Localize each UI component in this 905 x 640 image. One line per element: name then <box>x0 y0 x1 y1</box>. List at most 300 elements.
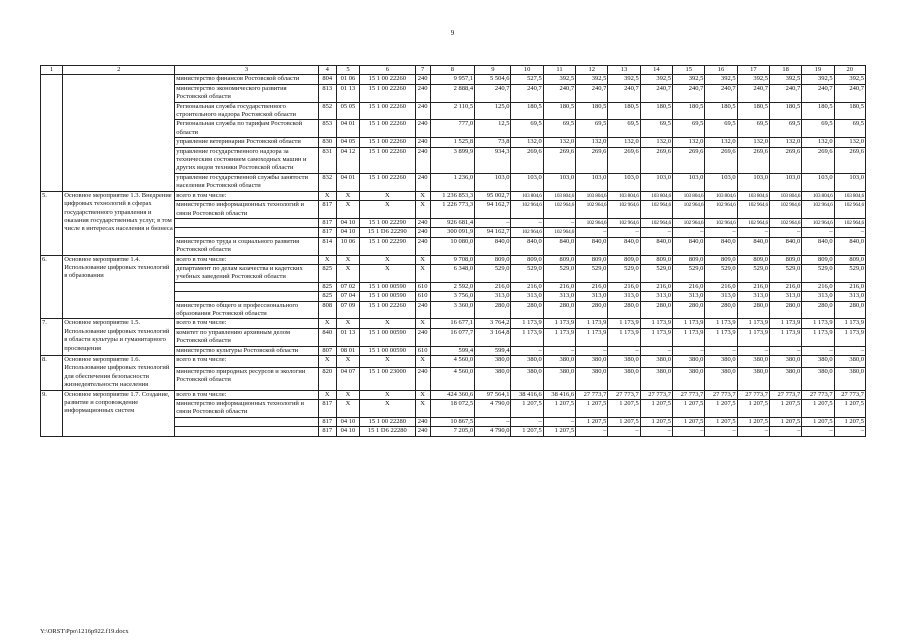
year-value-cell: 1 207,5 <box>737 417 769 426</box>
year-value-cell: 809,0 <box>576 255 608 264</box>
year-value-cell: 1 207,5 <box>769 400 801 418</box>
code-cell: 07 09 <box>336 301 359 319</box>
year-value-cell: 380,0 <box>705 356 737 368</box>
year-value-cell: 280,0 <box>608 301 640 319</box>
year-value-cell: 1 173,9 <box>705 328 737 346</box>
code-cell: X <box>336 191 359 200</box>
year-value-cell: 1 207,5 <box>705 400 737 418</box>
code-cell: X <box>360 264 416 282</box>
year-value-cell: 529,0 <box>475 264 511 282</box>
year-value-cell: 1 207,5 <box>737 400 769 418</box>
year-value-cell: 103 804,6 <box>608 191 640 200</box>
year-value-cell: 180,5 <box>673 102 705 120</box>
year-value-cell: 392,5 <box>608 75 640 84</box>
code-cell: 808 <box>318 301 336 319</box>
year-value-cell: 840,0 <box>475 237 511 255</box>
year-value-cell: 1 173,9 <box>576 328 608 346</box>
year-value-cell: 69,5 <box>543 120 575 138</box>
measure-title: Основное мероприятие 1.7. Создание, развитие и сопровождение информационных систем <box>63 390 175 436</box>
year-value-cell: 12,5 <box>475 120 511 138</box>
year-value-cell: 102 964,6 <box>640 218 672 227</box>
code-cell: 820 <box>318 367 336 390</box>
year-value-cell: 1 207,5 <box>834 417 865 426</box>
code-cell: 15 1 00 22260 <box>360 75 416 84</box>
year-value-cell: 103,0 <box>705 173 737 191</box>
year-value-cell: 1 173,9 <box>511 328 543 346</box>
year-value-cell: 529,0 <box>511 264 543 282</box>
total-cell: 1 236 853,3 <box>430 191 474 200</box>
year-value-cell: 280,0 <box>673 301 705 319</box>
year-value-cell: 103 804,6 <box>802 191 834 200</box>
table-row <box>41 75 866 84</box>
total-cell: 3 899,9 <box>430 147 474 173</box>
year-value-cell: 103,0 <box>511 173 543 191</box>
year-value-cell: 313,0 <box>475 292 511 301</box>
year-value-cell: 313,0 <box>543 292 575 301</box>
measure-title: Основное мероприятие 1.4. Использование цифровых технологий в образовании <box>63 255 175 319</box>
year-value-cell: 240,7 <box>769 84 801 102</box>
year-value-cell: 380,0 <box>608 367 640 390</box>
year-value-cell: 38 416,6 <box>511 390 543 399</box>
total-cell: 1 226 773,3 <box>430 201 474 219</box>
total-cell: 6 348,0 <box>430 264 474 282</box>
year-value-cell: 280,0 <box>543 301 575 319</box>
code-cell: 15 1 00 22280 <box>360 417 416 426</box>
year-value-cell: – <box>608 346 640 355</box>
year-value-cell: 216,0 <box>640 282 672 291</box>
year-value-cell: 1 207,5 <box>576 417 608 426</box>
code-cell: X <box>415 356 430 368</box>
year-value-cell: – <box>769 427 801 436</box>
year-value-cell: 599,4 <box>475 346 511 355</box>
code-cell: 817 <box>318 218 336 227</box>
item-number: 6. <box>41 255 63 319</box>
year-value-cell: 269,6 <box>802 147 834 173</box>
column-number: 7 <box>415 66 430 75</box>
year-value-cell: 97 564,1 <box>475 390 511 399</box>
year-value-cell: 69,5 <box>834 120 865 138</box>
year-value-cell: – <box>640 346 672 355</box>
year-value-cell: 94 162,7 <box>475 201 511 219</box>
code-cell: 853 <box>318 120 336 138</box>
year-value-cell: – <box>769 346 801 355</box>
year-value-cell: 27 773,7 <box>608 390 640 399</box>
column-number-row <box>41 66 866 75</box>
year-value-cell: 1 207,5 <box>543 427 575 436</box>
year-value-cell: 3 764,2 <box>475 319 511 328</box>
column-number: 16 <box>705 66 737 75</box>
year-value-cell: 313,0 <box>511 292 543 301</box>
year-value-cell: 103 804,6 <box>543 191 575 200</box>
page-number: 9 <box>450 29 455 37</box>
code-cell: 04 10 <box>336 427 359 436</box>
year-value-cell: – <box>834 228 865 237</box>
year-value-cell: 840,0 <box>511 237 543 255</box>
year-value-cell: 132,0 <box>543 138 575 147</box>
item-number: 5. <box>41 191 63 255</box>
ministry-cell: министерство общего и профессионального образования Ростовской области <box>175 301 318 319</box>
year-value-cell: 392,5 <box>769 75 801 84</box>
table-row <box>41 191 866 200</box>
year-value-cell: 27 773,7 <box>834 390 865 399</box>
code-cell: X <box>415 390 430 399</box>
year-value-cell: 840,0 <box>802 237 834 255</box>
ministry-cell: всего в том числе: <box>175 255 318 264</box>
year-value-cell: 132,0 <box>705 138 737 147</box>
year-value-cell: 216,0 <box>608 282 640 291</box>
year-value-cell: 529,0 <box>802 264 834 282</box>
column-number: 11 <box>543 66 575 75</box>
year-value-cell: 94 162,7 <box>475 228 511 237</box>
year-value-cell: 269,6 <box>834 147 865 173</box>
year-value-cell: 392,5 <box>576 75 608 84</box>
year-value-cell: 840,0 <box>834 237 865 255</box>
year-value-cell: 380,0 <box>475 356 511 368</box>
column-number: 4 <box>318 66 336 75</box>
year-value-cell: 69,5 <box>576 120 608 138</box>
item-number <box>41 75 63 191</box>
code-cell: 240 <box>415 237 430 255</box>
year-value-cell: 27 773,7 <box>769 390 801 399</box>
year-value-cell: 180,5 <box>769 102 801 120</box>
year-value-cell: 69,5 <box>802 120 834 138</box>
column-number: 19 <box>802 66 834 75</box>
item-number: 7. <box>41 319 63 356</box>
code-cell: 04 12 <box>336 147 359 173</box>
year-value-cell: 132,0 <box>511 138 543 147</box>
year-value-cell: 102 964,6 <box>608 201 640 219</box>
year-value-cell: 103,0 <box>834 173 865 191</box>
year-value-cell: 840,0 <box>640 237 672 255</box>
year-value-cell: 269,6 <box>640 147 672 173</box>
year-value-cell: 529,0 <box>543 264 575 282</box>
code-cell: 240 <box>415 417 430 426</box>
year-value-cell: 380,0 <box>511 367 543 390</box>
code-cell: X <box>336 390 359 399</box>
year-value-cell: 102 964,6 <box>640 201 672 219</box>
ministry-cell: всего в том числе: <box>175 319 318 328</box>
year-value-cell: 380,0 <box>802 367 834 390</box>
year-value-cell: 102 964,6 <box>737 218 769 227</box>
code-cell: 01 13 <box>336 328 359 346</box>
code-cell: X <box>336 264 359 282</box>
code-cell: X <box>318 255 336 264</box>
year-value-cell: – <box>834 346 865 355</box>
year-value-cell: 180,5 <box>802 102 834 120</box>
year-value-cell: 102 964,6 <box>511 228 543 237</box>
code-cell: 610 <box>415 346 430 355</box>
year-value-cell: 529,0 <box>608 264 640 282</box>
code-cell: X <box>360 191 416 200</box>
year-value-cell: 392,5 <box>543 75 575 84</box>
year-value-cell: 1 207,5 <box>834 400 865 418</box>
code-cell: 04 07 <box>336 367 359 390</box>
year-value-cell: 280,0 <box>834 301 865 319</box>
code-cell: 240 <box>415 120 430 138</box>
total-cell: 424 360,6 <box>430 390 474 399</box>
code-cell: 813 <box>318 84 336 102</box>
year-value-cell: 102 964,6 <box>834 201 865 219</box>
year-value-cell: – <box>673 427 705 436</box>
column-number: 9 <box>475 66 511 75</box>
code-cell: 825 <box>318 264 336 282</box>
code-cell: 04 10 <box>336 228 359 237</box>
year-value-cell: – <box>543 218 575 227</box>
year-value-cell: 392,5 <box>834 75 865 84</box>
code-cell: 240 <box>415 138 430 147</box>
measure-title: Основное мероприятие 1.6. Использование цифровых технологий для обеспечения безопасности жизнедеятельности населения <box>63 356 175 391</box>
year-value-cell: 180,5 <box>608 102 640 120</box>
year-value-cell: 132,0 <box>802 138 834 147</box>
year-value-cell: 313,0 <box>673 292 705 301</box>
year-value-cell: – <box>576 427 608 436</box>
year-value-cell: 102 964,6 <box>769 218 801 227</box>
year-value-cell: 380,0 <box>576 367 608 390</box>
code-cell: 240 <box>415 301 430 319</box>
year-value-cell: 1 173,9 <box>737 319 769 328</box>
year-value-cell: 1 173,9 <box>802 319 834 328</box>
year-value-cell: 132,0 <box>640 138 672 147</box>
year-value-cell: 1 207,5 <box>673 400 705 418</box>
year-value-cell: 102 964,6 <box>543 201 575 219</box>
year-value-cell: 392,5 <box>802 75 834 84</box>
year-value-cell: 380,0 <box>673 356 705 368</box>
year-value-cell: 1 173,9 <box>640 319 672 328</box>
total-cell: 10 867,5 <box>430 417 474 426</box>
year-value-cell: 840,0 <box>737 237 769 255</box>
year-value-cell: 69,5 <box>608 120 640 138</box>
ministry-cell: министерство труда и социального развития Ростовской области <box>175 237 318 255</box>
year-value-cell: 240,7 <box>475 84 511 102</box>
year-value-cell: 27 773,7 <box>802 390 834 399</box>
year-value-cell: 216,0 <box>802 282 834 291</box>
year-value-cell: 809,0 <box>673 255 705 264</box>
code-cell: 814 <box>318 237 336 255</box>
year-value-cell: 1 207,5 <box>511 400 543 418</box>
total-cell: 2 592,0 <box>430 282 474 291</box>
year-value-cell: 132,0 <box>769 138 801 147</box>
year-value-cell: 240,7 <box>640 84 672 102</box>
code-cell: X <box>360 319 416 328</box>
code-cell: 15 1 00 00590 <box>360 292 416 301</box>
year-value-cell: 809,0 <box>737 255 769 264</box>
year-value-cell: – <box>834 427 865 436</box>
year-value-cell: 216,0 <box>511 282 543 291</box>
ministry-cell <box>175 427 318 436</box>
year-value-cell: 103 804,6 <box>769 191 801 200</box>
year-value-cell: 380,0 <box>543 356 575 368</box>
year-value-cell: 392,5 <box>737 75 769 84</box>
item-number: 8. <box>41 356 63 391</box>
year-value-cell: 125,0 <box>475 102 511 120</box>
year-value-cell: 269,6 <box>769 147 801 173</box>
year-value-cell: 4 790,0 <box>475 400 511 418</box>
code-cell: 240 <box>415 84 430 102</box>
column-number: 8 <box>430 66 474 75</box>
table-row <box>41 319 866 328</box>
code-cell: 15 1 D6 22290 <box>360 228 416 237</box>
year-value-cell: 102 964,6 <box>705 218 737 227</box>
code-cell: 830 <box>318 138 336 147</box>
code-cell: 825 <box>318 282 336 291</box>
year-value-cell: 269,6 <box>576 147 608 173</box>
ministry-cell: Региональная служба по тарифам Ростовской области <box>175 120 318 138</box>
year-value-cell: 1 207,5 <box>543 400 575 418</box>
code-cell: 840 <box>318 328 336 346</box>
code-cell: X <box>360 255 416 264</box>
year-value-cell: 809,0 <box>769 255 801 264</box>
budget-table <box>40 65 866 437</box>
total-cell: 7 205,0 <box>430 427 474 436</box>
year-value-cell: 313,0 <box>769 292 801 301</box>
table-row <box>41 356 866 368</box>
year-value-cell: 380,0 <box>640 367 672 390</box>
ministry-cell: министерство информационных технологий и связи Ростовской области <box>175 201 318 219</box>
total-cell: 16 077,7 <box>430 328 474 346</box>
year-value-cell: 840,0 <box>543 237 575 255</box>
ministry-cell: министерство природных ресурсов и экологии Ростовской области <box>175 367 318 390</box>
year-value-cell: 1 173,9 <box>705 319 737 328</box>
year-value-cell: 313,0 <box>802 292 834 301</box>
code-cell: 15 1 00 22260 <box>360 301 416 319</box>
year-value-cell: – <box>737 228 769 237</box>
year-value-cell: 132,0 <box>673 138 705 147</box>
year-value-cell: 269,6 <box>737 147 769 173</box>
year-value-cell: – <box>576 346 608 355</box>
code-cell: 04 10 <box>336 417 359 426</box>
year-value-cell: 240,7 <box>802 84 834 102</box>
column-number: 5 <box>336 66 359 75</box>
total-cell: 18 072,5 <box>430 400 474 418</box>
year-value-cell: 1 173,9 <box>834 328 865 346</box>
code-cell: 08 01 <box>336 346 359 355</box>
year-value-cell: 280,0 <box>640 301 672 319</box>
column-number: 6 <box>360 66 416 75</box>
year-value-cell: 1 207,5 <box>705 417 737 426</box>
total-cell: 300 091,9 <box>430 228 474 237</box>
year-value-cell: 102 964,6 <box>543 228 575 237</box>
code-cell: X <box>415 319 430 328</box>
year-value-cell: 240,7 <box>511 84 543 102</box>
year-value-cell: 934,3 <box>475 147 511 173</box>
measure-title: Основное мероприятие 1.5. Использование цифровых технологий в области культуры и гуманитарного просвещения <box>63 319 175 356</box>
year-value-cell: 840,0 <box>769 237 801 255</box>
ministry-cell <box>175 417 318 426</box>
ministry-cell: министерство финансов Ростовской области <box>175 75 318 84</box>
code-cell: 07 02 <box>336 282 359 291</box>
code-cell: 240 <box>415 228 430 237</box>
year-value-cell: 380,0 <box>802 356 834 368</box>
year-value-cell: 1 173,9 <box>802 328 834 346</box>
year-value-cell: 840,0 <box>673 237 705 255</box>
year-value-cell: 1 173,9 <box>673 319 705 328</box>
column-number: 15 <box>673 66 705 75</box>
code-cell: X <box>415 400 430 418</box>
year-value-cell: 269,6 <box>511 147 543 173</box>
total-cell: 2 888,4 <box>430 84 474 102</box>
year-value-cell: – <box>737 427 769 436</box>
year-value-cell: 809,0 <box>834 255 865 264</box>
code-cell: 817 <box>318 201 336 219</box>
year-value-cell: 1 207,5 <box>640 417 672 426</box>
ministry-cell: управление государственного надзора за техническим состоянием самоходных машин и других видов техники Ростовской области <box>175 147 318 173</box>
year-value-cell: 280,0 <box>576 301 608 319</box>
year-value-cell: 102 964,6 <box>576 218 608 227</box>
column-number: 20 <box>834 66 865 75</box>
code-cell: X <box>415 264 430 282</box>
year-value-cell: 809,0 <box>705 255 737 264</box>
code-cell: 817 <box>318 228 336 237</box>
year-value-cell: 380,0 <box>475 367 511 390</box>
code-cell: 15 1 00 22260 <box>360 120 416 138</box>
year-value-cell: 529,0 <box>737 264 769 282</box>
year-value-cell: 380,0 <box>543 367 575 390</box>
year-value-cell: 216,0 <box>737 282 769 291</box>
year-value-cell: 102 964,6 <box>802 218 834 227</box>
year-value-cell: 1 207,5 <box>769 417 801 426</box>
measure-title: Основное мероприятие 1.3. Внедрение цифровых технологий в сферах государственного управления и оказания государственных услуг, в том числе в интересах населения и бизнеса <box>63 191 175 255</box>
code-cell: X <box>336 319 359 328</box>
total-cell: 3 756,0 <box>430 292 474 301</box>
code-cell: 15 1 00 22260 <box>360 173 416 191</box>
year-value-cell: 180,5 <box>543 102 575 120</box>
code-cell: 01 13 <box>336 84 359 102</box>
year-value-cell: 280,0 <box>705 301 737 319</box>
year-value-cell: 1 173,9 <box>640 328 672 346</box>
budget-table-grid <box>40 65 866 437</box>
year-value-cell: 280,0 <box>802 301 834 319</box>
year-value-cell: 180,5 <box>705 102 737 120</box>
year-value-cell: 102 964,6 <box>834 218 865 227</box>
year-value-cell: 529,0 <box>673 264 705 282</box>
code-cell: X <box>318 390 336 399</box>
ministry-cell: всего в том числе: <box>175 191 318 200</box>
code-cell: 15 1 00 00590 <box>360 328 416 346</box>
code-cell: 240 <box>415 328 430 346</box>
code-cell: X <box>318 191 336 200</box>
file-path-footer: Y:\ORST\Ppo\1216p922.f19.docx <box>40 628 129 635</box>
code-cell: 04 05 <box>336 138 359 147</box>
year-value-cell: 809,0 <box>802 255 834 264</box>
year-value-cell: 216,0 <box>673 282 705 291</box>
total-cell: 3 360,0 <box>430 301 474 319</box>
year-value-cell: 1 173,9 <box>769 319 801 328</box>
year-value-cell: 269,6 <box>543 147 575 173</box>
year-value-cell: 27 773,7 <box>705 390 737 399</box>
ministry-cell: министерство экономического развития Ростовской области <box>175 84 318 102</box>
total-cell: 9 957,1 <box>430 75 474 84</box>
year-value-cell: 103,0 <box>673 173 705 191</box>
year-value-cell: 102 964,6 <box>802 201 834 219</box>
ministry-cell: Региональная служба государственного строительного надзора Ростовской области <box>175 102 318 120</box>
code-cell: X <box>415 255 430 264</box>
year-value-cell: 313,0 <box>576 292 608 301</box>
code-cell: X <box>415 201 430 219</box>
year-value-cell: 27 773,7 <box>576 390 608 399</box>
column-number: 2 <box>63 66 175 75</box>
year-value-cell: 132,0 <box>834 138 865 147</box>
total-cell: 10 080,0 <box>430 237 474 255</box>
year-value-cell: 180,5 <box>834 102 865 120</box>
ministry-cell <box>175 292 318 301</box>
code-cell: 240 <box>415 102 430 120</box>
code-cell: 15 1 00 00590 <box>360 346 416 355</box>
year-value-cell: 102 964,6 <box>737 201 769 219</box>
year-value-cell: 103,0 <box>737 173 769 191</box>
year-value-cell: 69,5 <box>705 120 737 138</box>
year-value-cell: – <box>475 417 511 426</box>
ministry-cell: министерство информационных технологий и связи Ростовской области <box>175 400 318 418</box>
